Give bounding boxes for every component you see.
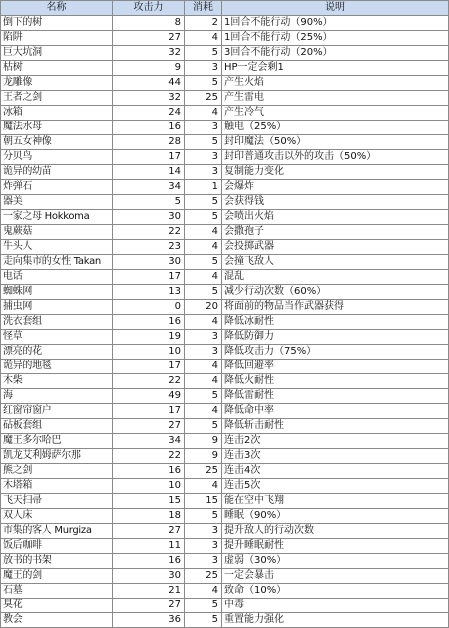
cell-name: 凯龙艾利姆萨尔那 [1, 449, 113, 464]
header-row [1, 1, 449, 16]
cell-attack: 13 [113, 284, 185, 299]
cell-description: 降低防御力 [222, 329, 449, 344]
cell-cost: 4 [185, 479, 222, 494]
table-row [1, 299, 449, 314]
table-row [1, 479, 449, 494]
table-row [1, 75, 449, 90]
cell-description: 会投掷武器 [222, 240, 449, 255]
cell-name: 牛头人 [1, 240, 113, 255]
table-row [1, 329, 449, 344]
cell-description: 中毒 [222, 598, 449, 613]
cell-attack: 23 [113, 240, 185, 255]
cell-attack: 0 [113, 299, 185, 314]
cell-cost: 9 [185, 449, 222, 464]
cell-description: 产生火焰 [222, 75, 449, 90]
cell-name: 电话 [1, 269, 113, 284]
cell-name: 器美 [1, 195, 113, 210]
cell-cost: 5 [185, 389, 222, 404]
cell-description: 睡眠（90%） [222, 508, 449, 523]
cell-name: 市集的客人 Murgiza [1, 523, 113, 538]
cell-name: 陷阱 [1, 30, 113, 45]
cell-cost: 3 [185, 523, 222, 538]
cell-description: 降低回避率 [222, 359, 449, 374]
cell-cost: 9 [185, 434, 222, 449]
cell-name: 教会 [1, 613, 113, 628]
cell-cost: 4 [185, 30, 222, 45]
cell-description: 能在空中飞翔 [222, 493, 449, 508]
cell-name: 巨大坑洞 [1, 45, 113, 60]
header-description: 说明 [222, 1, 449, 16]
table-row [1, 523, 449, 538]
cell-attack: 21 [113, 583, 185, 598]
cell-description: 产生雷电 [222, 90, 449, 105]
cell-attack: 10 [113, 479, 185, 494]
table-row [1, 553, 449, 568]
table-row [1, 225, 449, 240]
cell-name: 木柴 [1, 374, 113, 389]
cell-cost: 5 [185, 284, 222, 299]
cell-attack: 36 [113, 613, 185, 628]
cell-attack: 22 [113, 449, 185, 464]
cell-cost: 25 [185, 90, 222, 105]
table-row [1, 404, 449, 419]
cell-name: 一家之母 Hokkoma [1, 210, 113, 225]
table-row [1, 493, 449, 508]
cell-attack: 30 [113, 254, 185, 269]
cell-description: 连击2次 [222, 434, 449, 449]
cell-attack: 8 [113, 15, 185, 30]
cell-description: 封印魔法（50%） [222, 135, 449, 150]
table-row [1, 269, 449, 284]
cell-attack: 16 [113, 553, 185, 568]
table-row [1, 15, 449, 30]
cell-attack: 27 [113, 30, 185, 45]
table-row [1, 254, 449, 269]
cell-attack: 11 [113, 538, 185, 553]
table-row [1, 90, 449, 105]
cell-name: 漂亮的花 [1, 344, 113, 359]
cell-name: 怪草 [1, 329, 113, 344]
header-name: 名称 [1, 1, 113, 16]
cell-name: 砧板套组 [1, 419, 113, 434]
cell-name: 臭花 [1, 598, 113, 613]
table-row [1, 45, 449, 60]
cell-attack: 49 [113, 389, 185, 404]
cell-description: 降低命中率 [222, 404, 449, 419]
table-row [1, 60, 449, 75]
cell-attack: 32 [113, 45, 185, 60]
table-row [1, 105, 449, 120]
table-row [1, 538, 449, 553]
table-row [1, 314, 449, 329]
table-row [1, 180, 449, 195]
cell-cost: 25 [185, 464, 222, 479]
cell-name: 饭后咖啡 [1, 538, 113, 553]
cell-name: 诡异的地毯 [1, 359, 113, 374]
table-row [1, 195, 449, 210]
cell-name: 枯树 [1, 60, 113, 75]
cell-cost: 5 [185, 45, 222, 60]
cell-cost: 4 [185, 225, 222, 240]
cell-cost: 5 [185, 419, 222, 434]
cell-description: 降低火耐性 [222, 374, 449, 389]
cell-name: 魔法水母 [1, 120, 113, 135]
cell-description: 降低攻击力（75%） [222, 344, 449, 359]
cell-name: 王者之剑 [1, 90, 113, 105]
cell-description: 连击5次 [222, 479, 449, 494]
cell-attack: 17 [113, 269, 185, 284]
cell-description: 1回合不能行动（90%） [222, 15, 449, 30]
cell-cost: 4 [185, 404, 222, 419]
cell-cost: 5 [185, 135, 222, 150]
table-row [1, 284, 449, 299]
cell-description: 混乱 [222, 269, 449, 284]
cell-cost: 1 [185, 180, 222, 195]
cell-description: 提升睡眠耐性 [222, 538, 449, 553]
cell-name: 洗衣套组 [1, 314, 113, 329]
table-row [1, 449, 449, 464]
cell-attack: 9 [113, 60, 185, 75]
cell-attack: 17 [113, 404, 185, 419]
table-row [1, 120, 449, 135]
cell-cost: 4 [185, 269, 222, 284]
cell-cost: 5 [185, 75, 222, 90]
cell-description: 会撞飞敌人 [222, 254, 449, 269]
cell-attack: 19 [113, 329, 185, 344]
cell-description: 复制能力变化 [222, 165, 449, 180]
cell-description: 致命（10%） [222, 583, 449, 598]
table-row [1, 240, 449, 255]
cell-cost: 4 [185, 240, 222, 255]
cell-name: 魔王的剑 [1, 568, 113, 583]
table-row [1, 389, 449, 404]
cell-name: 冰箱 [1, 105, 113, 120]
cell-description: 封印普通攻击以外的攻击（50%） [222, 150, 449, 165]
cell-attack: 17 [113, 359, 185, 374]
cell-name: 分贝鸟 [1, 150, 113, 165]
table-row [1, 613, 449, 628]
cell-name: 放书的书架 [1, 553, 113, 568]
cell-attack: 24 [113, 105, 185, 120]
cell-cost: 25 [185, 568, 222, 583]
cell-attack: 22 [113, 374, 185, 389]
table-row [1, 344, 449, 359]
cell-cost: 15 [185, 493, 222, 508]
cell-description: 触电（25%） [222, 120, 449, 135]
cell-description: 产生冷气 [222, 105, 449, 120]
cell-cost: 5 [185, 598, 222, 613]
cell-name: 倒下的树 [1, 15, 113, 30]
cell-name: 朝五女神像 [1, 135, 113, 150]
cell-cost: 2 [185, 15, 222, 30]
cell-name: 海 [1, 389, 113, 404]
cell-name: 蜘蛛网 [1, 284, 113, 299]
header-attack: 攻击力 [113, 1, 185, 16]
cell-name: 飞天扫帚 [1, 493, 113, 508]
cell-attack: 16 [113, 120, 185, 135]
cell-name: 熊之剑 [1, 464, 113, 479]
cell-cost: 4 [185, 359, 222, 374]
cell-name: 炸弹石 [1, 180, 113, 195]
table-row [1, 434, 449, 449]
header-cost: 消耗 [185, 1, 222, 16]
cell-attack: 32 [113, 90, 185, 105]
cell-description: 将面前的物品当作武器获得 [222, 299, 449, 314]
cell-name: 木塔箱 [1, 479, 113, 494]
cell-attack: 27 [113, 598, 185, 613]
cell-attack: 15 [113, 493, 185, 508]
cell-cost: 3 [185, 120, 222, 135]
cell-description: 虚弱（30%） [222, 553, 449, 568]
cell-cost: 4 [185, 374, 222, 389]
table-row [1, 359, 449, 374]
cell-cost: 3 [185, 538, 222, 553]
cell-description: 降低斩击耐性 [222, 419, 449, 434]
cell-name: 捕虫网 [1, 299, 113, 314]
cell-cost: 3 [185, 150, 222, 165]
cell-attack: 30 [113, 568, 185, 583]
table-row [1, 598, 449, 613]
cell-name: 红窗帘窗户 [1, 404, 113, 419]
cell-name: 走向集市的女性 Takan [1, 254, 113, 269]
cell-cost: 5 [185, 210, 222, 225]
cell-cost: 3 [185, 165, 222, 180]
cell-attack: 30 [113, 210, 185, 225]
cell-description: 提升敌人的行动次数 [222, 523, 449, 538]
cell-description: 连击4次 [222, 464, 449, 479]
cell-attack: 34 [113, 180, 185, 195]
cell-cost: 3 [185, 60, 222, 75]
cell-attack: 16 [113, 464, 185, 479]
cell-description: 连击3次 [222, 449, 449, 464]
table-row [1, 508, 449, 523]
cell-name: 石墓 [1, 583, 113, 598]
cell-attack: 17 [113, 150, 185, 165]
cell-name: 龙雕像 [1, 75, 113, 90]
cell-attack: 18 [113, 508, 185, 523]
cell-cost: 5 [185, 508, 222, 523]
cell-description: 一定会暴击 [222, 568, 449, 583]
cell-cost: 4 [185, 105, 222, 120]
cell-cost: 5 [185, 195, 222, 210]
cell-attack: 44 [113, 75, 185, 90]
cell-cost: 20 [185, 299, 222, 314]
cell-description: 3回合不能行动（20%） [222, 45, 449, 60]
cell-attack: 28 [113, 135, 185, 150]
cell-description: HP一定会剩1 [222, 60, 449, 75]
table-row [1, 30, 449, 45]
cell-description: 1回合不能行动（25%） [222, 30, 449, 45]
cell-cost: 3 [185, 553, 222, 568]
cell-cost: 4 [185, 583, 222, 598]
table-row [1, 135, 449, 150]
cell-attack: 22 [113, 225, 185, 240]
table-row [1, 165, 449, 180]
cell-name: 鬼蕨菇 [1, 225, 113, 240]
cell-cost: 5 [185, 254, 222, 269]
cell-cost: 4 [185, 314, 222, 329]
table-row [1, 464, 449, 479]
cell-description: 会获得钱 [222, 195, 449, 210]
cell-attack: 16 [113, 314, 185, 329]
cell-name: 魔王多尔哈巴 [1, 434, 113, 449]
table-row [1, 210, 449, 225]
cell-cost: 3 [185, 344, 222, 359]
cell-description: 会爆炸 [222, 180, 449, 195]
table-row [1, 374, 449, 389]
cell-description: 重置能力强化 [222, 613, 449, 628]
cell-name: 诡异的幼苗 [1, 165, 113, 180]
cell-attack: 10 [113, 344, 185, 359]
cell-attack: 34 [113, 434, 185, 449]
table-row [1, 419, 449, 434]
table-body [1, 15, 449, 627]
cell-attack: 27 [113, 523, 185, 538]
cell-attack: 27 [113, 419, 185, 434]
table-row [1, 583, 449, 598]
table-row [1, 568, 449, 583]
cell-description: 减少行动次数（60%） [222, 284, 449, 299]
cell-attack: 5 [113, 195, 185, 210]
cell-attack: 14 [113, 165, 185, 180]
cell-cost: 5 [185, 613, 222, 628]
table-row [1, 150, 449, 165]
cell-description: 降低冰耐性 [222, 314, 449, 329]
cell-description: 降低雷耐性 [222, 389, 449, 404]
cell-description: 会撒孢子 [222, 225, 449, 240]
cell-description: 会喷出火焰 [222, 210, 449, 225]
cell-cost: 3 [185, 329, 222, 344]
cell-name: 双人床 [1, 508, 113, 523]
